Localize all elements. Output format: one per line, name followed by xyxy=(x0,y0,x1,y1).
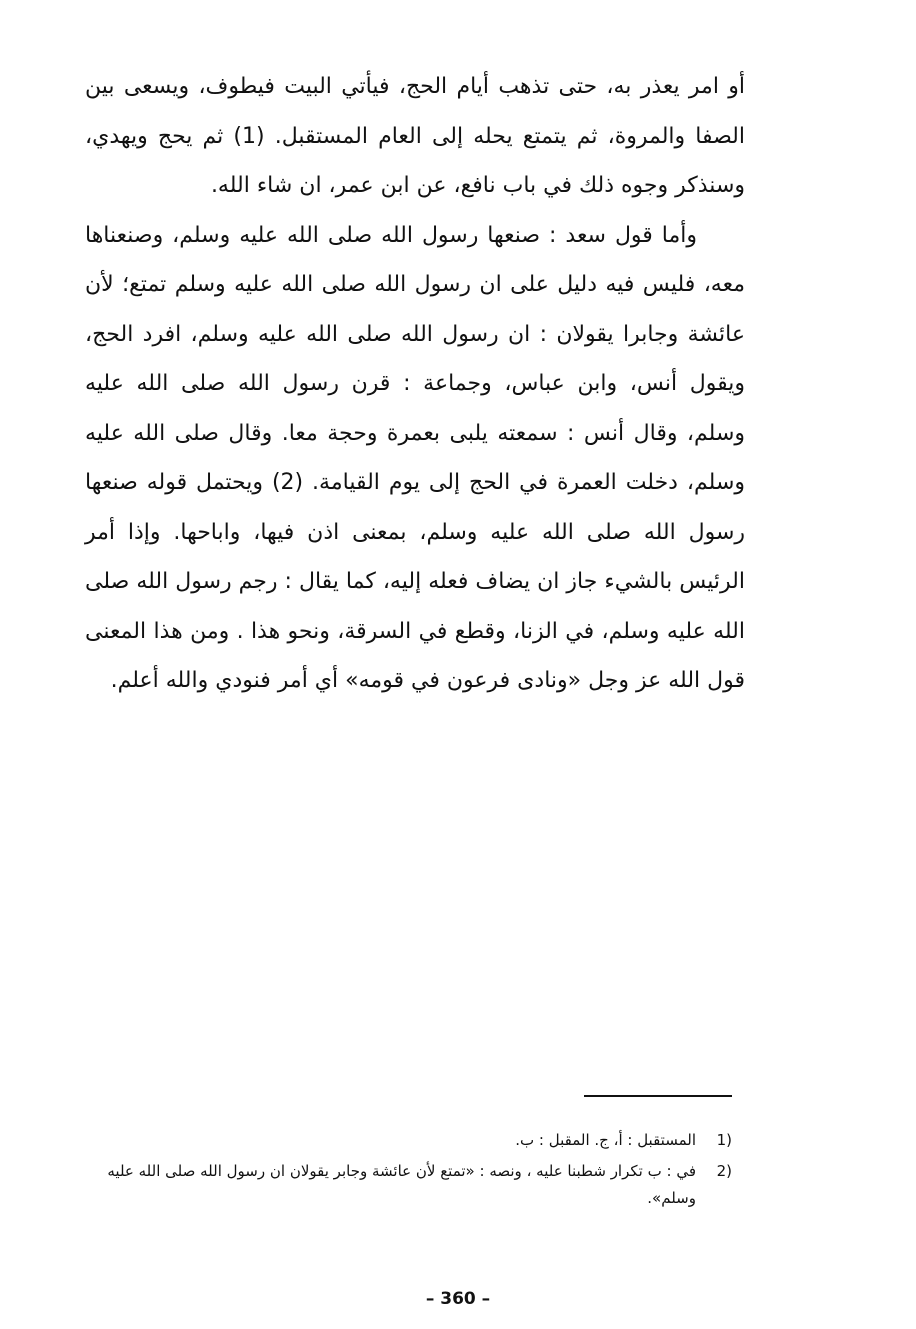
footnote xyxy=(80,1158,732,1212)
footnote-number: 1) xyxy=(716,1131,732,1149)
paragraph: أو امر يعذر به، حتى تذهب أيام الحج، فيأتي البيت فيطوف، ويسعى بين الصفا والمروة، ثم يتمتع يحله إلى العام المستقبل. (1) ثم يحج ويهدي، وسنذكر وجوه ذلك في باب نافع، عن ابن عمر، ان شاء الله. xyxy=(85,74,745,198)
footnotes xyxy=(80,1127,732,1216)
footnote-separator xyxy=(584,1095,732,1097)
main-text xyxy=(85,62,745,706)
footnote xyxy=(80,1127,732,1154)
footnote-number: 2) xyxy=(716,1162,732,1180)
paragraph: وأما قول سعد : صنعها رسول الله صلى الله عليه وسلم، وصنعناها معه، فليس فيه دليل على ان رسول الله صلى الله عليه وسلم تمتع؛ لأن عائشة وجابرا يقولان : ان رسول الله صلى الله عليه وسلم، افرد الحج، ويقول أنس، وابن عباس، وجماعة : قرن رسول الله صلى الله عليه وسلم، وقال أنس : سمعته يلبى بعمرة وحجة معا. وقال صلى الله عليه وسلم، دخلت العمرة في الحج إلى يوم القيامة. (2) ويحتمل قوله صنعها رسول الله صلى الله عليه وسلم، بمعنى اذن فيها، واباحها. وإذا أمر الرئيس بالشيء جاز ان يضاف فعله إليه، كما يقال : رجم رسول الله صلى الله عليه وسلم، في الزنا، وقطع في السرقة، ونحو هذا . ومن هذا المعنى قول الله عز وجل «ونادى فرعون في قومه» أي أمر فنودي والله أعلم. xyxy=(85,222,745,693)
page-number: – 360 – xyxy=(425,1289,491,1309)
footnote-text: في : ب تكرار شطبنا عليه ، ونصه : «تمتع لأن عائشة وجابر يقولان ان رسول الله صلى الله عليه وسلم». xyxy=(107,1162,696,1207)
footnote-text: المستقبل : أ، ج. المقبل : ب. xyxy=(515,1131,696,1149)
